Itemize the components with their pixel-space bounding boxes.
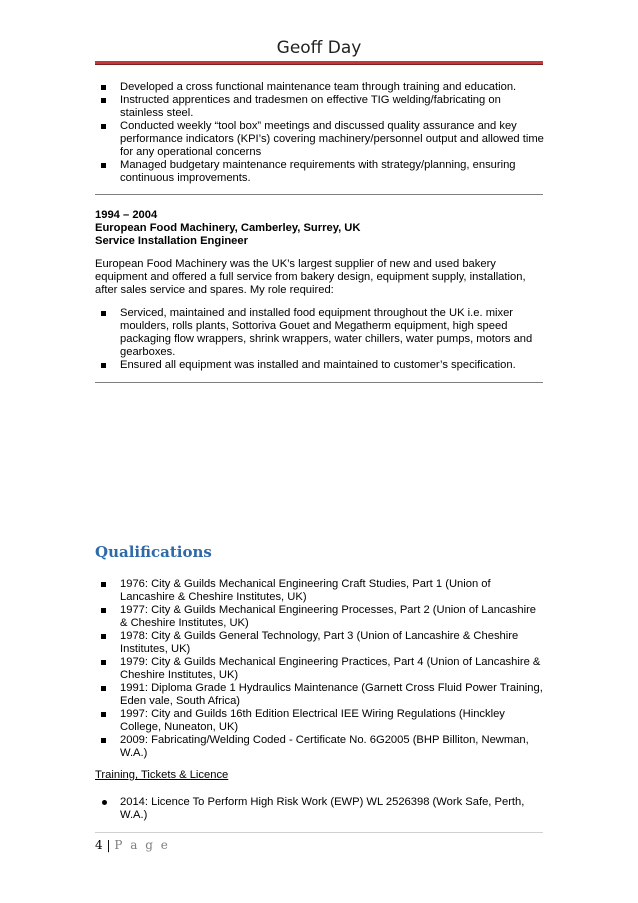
page-footer — [95, 838, 170, 852]
list-item: Serviced, maintained and installed food equipment throughout the UK i.e. mixer moulders, rolls plants, Sottoriva Gouet and Megatherm equipment, high speed packaging flow wrappers, shrink wrappers, water chillers, water pumps, motors and gearboxes. — [95, 307, 545, 359]
list-item: 1976: City & Guilds Mechanical Engineering Craft Studies, Part 1 (Union of Lancashire & Cheshire Institutes, UK) — [95, 578, 545, 604]
section-divider — [95, 194, 543, 195]
list-item: 1978: City & Guilds General Technology, Part 3 (Union of Lancashire & Cheshire Institutes, UK) — [95, 630, 545, 656]
job-description: European Food Machinery was the UK’s largest supplier of new and used bakery equipment and offered a full service from bakery design, equipment supply, installation, after sales service and spares. My role required: — [95, 258, 526, 296]
header-name: Geoff Day — [276, 38, 362, 58]
list-item: 1997: City and Guilds 16th Edition Electrical IEE Wiring Regulations (Hinckley College, Nuneaton, UK) — [95, 708, 545, 734]
list-item: Developed a cross functional maintenance team through training and education. — [95, 81, 545, 94]
header-rule — [95, 61, 543, 65]
section-divider — [95, 382, 543, 383]
previous-role-bullets — [95, 81, 545, 185]
list-item: 1977: City & Guilds Mechanical Engineering Processes, Part 2 (Union of Lancashire & Cheshire Institutes, UK) — [95, 604, 545, 630]
job-dates: 1994 – 2004 — [95, 209, 158, 221]
page-separator: | — [106, 838, 111, 852]
list-item: 2009: Fabricating/Welding Coded - Certificate No. 6G2005 (BHP Billiton, Newman, W.A.) — [95, 734, 545, 760]
job-title: Service Installation Engineer — [95, 235, 248, 247]
list-item: Ensured all equipment was installed and maintained to customer’s specification. — [95, 359, 545, 372]
list-item: 2014: Licence To Perform High Risk Work (EWP) WL 2526398 (Work Safe, Perth, W.A.) — [95, 796, 545, 822]
job-bullets — [95, 307, 545, 372]
training-list — [95, 796, 545, 822]
list-item: Managed budgetary maintenance requirements with strategy/planning, ensuring continuous improvements. — [95, 159, 545, 185]
footer-rule — [95, 832, 543, 833]
qualifications-list — [95, 578, 545, 760]
list-item: Conducted weekly “tool box” meetings and discussed quality assurance and key performance indicators (KPI’s) covering machinery/personnel output and allowed time for any operational concerns — [95, 120, 545, 159]
list-item: 1979: City & Guilds Mechanical Engineering Practices, Part 4 (Union of Lancashire & Cheshire Institutes, UK) — [95, 656, 545, 682]
qualifications-heading: Qualifications — [95, 543, 212, 561]
list-item: 1991: Diploma Grade 1 Hydraulics Maintenance (Garnett Cross Fluid Power Training, Eden vale, South Africa) — [95, 682, 545, 708]
list-item: Instructed apprentices and tradesmen on effective TIG welding/fabricating on stainless steel. — [95, 94, 545, 120]
job-heading — [95, 209, 545, 248]
job-company: European Food Machinery, Camberley, Surrey, UK — [95, 222, 361, 234]
training-heading: Training, Tickets & Licence — [95, 769, 229, 781]
page-number: 4 — [95, 838, 103, 852]
page-label: P a g e — [114, 838, 170, 852]
